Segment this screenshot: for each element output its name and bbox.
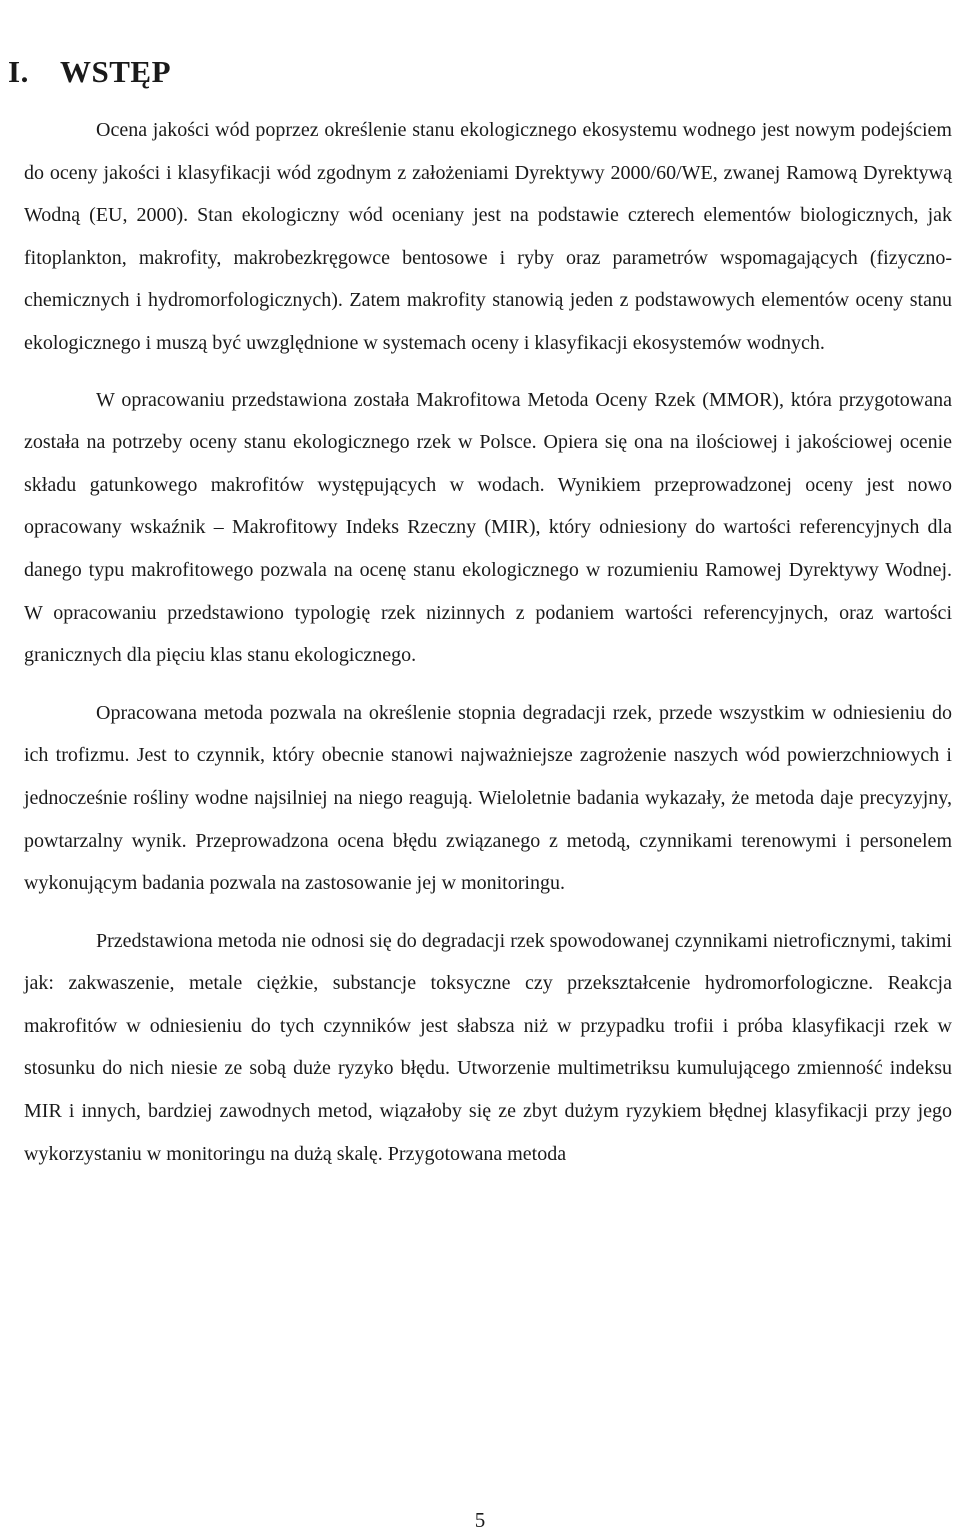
paragraph-degradation: Opracowana metoda pozwala na określenie stopnia degradacji rzek, przede wszystkim w odniesieniu do ich trofizmu. Jest to czynnik, który obecnie stanowi najważniejsze zagrożenie naszych wód powierzchniowych i jednocześnie rośliny wodne najsilniej na niego reagują. Wieloletnie badania wykazały, że metoda daje precyzyjny, powtarzalny wynik. Przeprowadzona ocena błędu związanego z metodą, czynnikami terenowymi i personelem wykonującym badania pozwala na zastosowanie jej w monitoringu. xyxy=(24,701,952,895)
section-heading xyxy=(8,52,952,92)
section-title: WSTĘP xyxy=(60,54,172,89)
paragraph-method: W opracowaniu przedstawiona została Makrofitowa Metoda Oceny Rzek (MMOR), która przygotowana została na potrzeby oceny stanu ekologicznego rzek w Polsce. Opiera się ona na ilościowej i jakościowej ocenie składu gatunkowego makrofitów występujących w wodach. Wynikiem przeprowadzonej oceny jest nowo opracowany wskaźnik – Makrofitowy Indeks Rzeczny (MIR), który odniesiony do wartości referencyjnych dla danego typu makrofitowego pozwala na ocenę stanu ekologicznego w rozumieniu Ramowej Dyrektywy Wodnej. W opracowaniu przedstawiono typologię rzek nizinnych z podaniem wartości referencyjnych, oraz wartości granicznych dla pięciu klas stanu ekologicznego. xyxy=(24,388,952,667)
page-number: 5 xyxy=(474,1508,486,1532)
section-number: I. xyxy=(8,54,29,89)
paragraph-limitations: Przedstawiona metoda nie odnosi się do degradacji rzek spowodowanej czynnikami nietroficznymi, takimi jak: zakwaszenie, metale ciężkie, substancje toksyczne czy przekształcenie hydromorfologiczne. Reakcja makrofitów w odniesieniu do tych czynników jest słabsza niż w przypadku trofii i próba klasyfikacji rzek w stosunku do nich niesie ze sobą duże ryzyko błędu. Utworzenie multimetriksu kumulującego zmienność indeksu MIR i innych, bardziej zawodnych metod, wiązałoby się ze zbyt dużym ryzykiem błędnej klasyfikacji przy jego wykorzystaniu w monitoringu na dużą skalę. Przygotowana metoda xyxy=(24,929,952,1165)
document-page xyxy=(8,0,952,1175)
paragraph-intro: Ocena jakości wód poprzez określenie stanu ekologicznego ekosystemu wodnego jest nowym podejściem do oceny jakości i klasyfikacji wód zgodnym z założeniami Dyrektywy 2000/60/WE, zwanej Ramową Dyrektywą Wodną (EU, 2000). Stan ekologiczny wód oceniany jest na podstawie czterech elementów biologicznych, jak fitoplankton, makrofity, makrobezkręgowce bentosowe i ryby oraz parametrów wspomagających (fizyczno-chemicznych i hydromorfologicznych). Zatem makrofity stanowią jeden z podstawowych elementów oceny stanu ekologicznego i muszą być uwzględnione w systemach oceny i klasyfikacji ekosystemów wodnych. xyxy=(24,119,952,354)
